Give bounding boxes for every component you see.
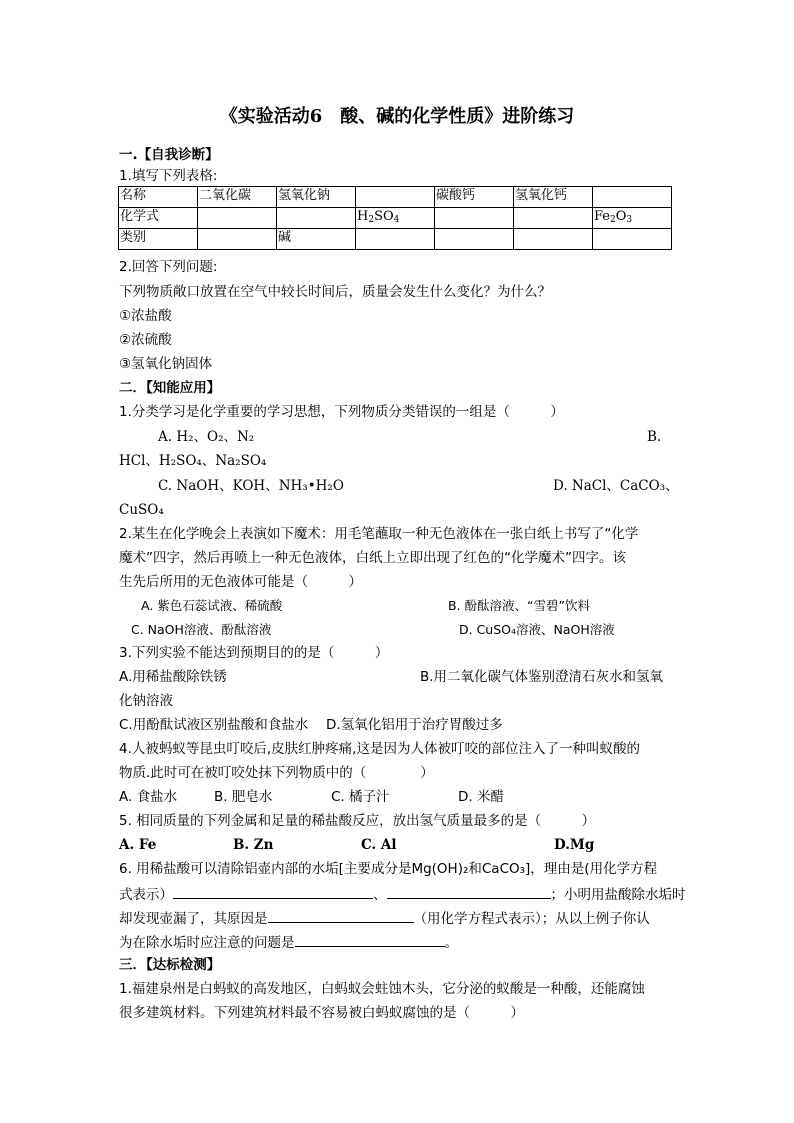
table-row-name bbox=[119, 187, 672, 208]
question-2-6-line1: 6. 用稀盐酸可以清除铝壶内部的水垢[主要成分是Mg(OH)₂和CaCO₃]，理由是(用化学方程 bbox=[119, 861, 658, 877]
question-2-2-line3: 生先后所用的无色液体可能是（ ） bbox=[119, 574, 362, 590]
option-b-cont: HCl、H₂SO₄、Na₂SO₄ bbox=[119, 453, 267, 469]
option-b[interactable]: B.用二氧化碳气体鉴别澄清石灰水和氢氧 bbox=[420, 669, 664, 685]
table-cell-blank[interactable] bbox=[277, 208, 356, 229]
question-1-1: 1.填写下列表格: bbox=[119, 168, 218, 184]
table-cell-blank[interactable] bbox=[356, 229, 435, 250]
options-c-d[interactable]: C.用酚酞试液区别盐酸和食盐水 D.氢氧化铝用于治疗胃酸过多 bbox=[119, 717, 503, 733]
option-c[interactable]: C. Al bbox=[361, 837, 397, 853]
list-item: ②浓硫酸 bbox=[119, 332, 172, 348]
table-cell: 氢氧化钙 bbox=[514, 187, 593, 208]
option-d[interactable]: D. 米醋 bbox=[458, 789, 504, 805]
question-2-4-line1: 4.人被蚂蚁等昆虫叮咬后,皮肤红肿疼痛,这是因为人体被叮咬的部位注入了一种叫蚁酸的 bbox=[119, 741, 640, 757]
table-cell-blank[interactable] bbox=[514, 229, 593, 250]
option-c[interactable]: C. NaOH、KOH、NH₃•H₂O bbox=[158, 478, 344, 494]
question-2-2-line2: 魔术”四字，然后再喷上一种无色液体，白纸上立即出现了红色的“化学魔术”四字。该 bbox=[119, 550, 626, 566]
table-cell-blank[interactable] bbox=[198, 229, 277, 250]
table-cell: 碱 bbox=[277, 229, 356, 250]
question-2-2-line1: 2.某生在化学晚会上表演如下魔术：用毛笔蘸取一种无色液体在一张白纸上书写了“化学 bbox=[119, 526, 639, 542]
table-cell-blank[interactable] bbox=[198, 208, 277, 229]
option-b[interactable]: B. bbox=[647, 429, 662, 445]
table-row-category bbox=[119, 229, 672, 250]
option-a[interactable]: A. 紫色石蕊试液、稀硫酸 bbox=[141, 598, 283, 613]
option-d[interactable]: D. NaCl、CaCO₃、 bbox=[553, 478, 679, 494]
section-heading-2: 二．【知能应用】 bbox=[119, 380, 221, 396]
answer-blank[interactable] bbox=[268, 908, 414, 923]
table-cell-blank[interactable] bbox=[593, 229, 672, 250]
option-a[interactable]: A.用稀盐酸除铁锈 bbox=[119, 669, 227, 685]
table-cell: 类别 bbox=[119, 229, 198, 250]
table-cell bbox=[356, 187, 435, 208]
question-2-6-line2: 式表示） 、 ；小明用盐酸除水垢时 bbox=[119, 884, 686, 904]
question-3-1-line1: 1.福建泉州是白蚂蚁的高发地区，白蚂蚁会蛀蚀木头，它分泌的蚁酸是一种酸，还能腐蚀 bbox=[119, 981, 645, 997]
option-a[interactable]: A. 食盐水 bbox=[119, 789, 178, 805]
page-title: 《实验活动6 酸、碱的化学性质》进阶练习 bbox=[219, 106, 575, 127]
option-b[interactable]: B. Zn bbox=[233, 837, 274, 853]
table-cell-formula-h2so4: $H_2SO_4$ bbox=[356, 208, 435, 229]
table-cell-blank[interactable] bbox=[435, 208, 514, 229]
option-d[interactable]: D.Mg bbox=[554, 837, 595, 853]
option-b[interactable]: B. 酚酞溶液、“雪碧”饮料 bbox=[448, 598, 590, 613]
table-cell: 化学式 bbox=[119, 208, 198, 229]
option-a[interactable]: A. Fe bbox=[119, 837, 157, 853]
option-d[interactable]: D. CuSO₄溶液、NaOH溶液 bbox=[459, 622, 615, 637]
answer-blank[interactable] bbox=[387, 884, 551, 899]
question-3-1-line2: 很多建筑材料。下列建筑材料最不容易被白蚂蚁腐蚀的是（ ） bbox=[119, 1005, 524, 1021]
option-d-cont: CuSO₄ bbox=[119, 502, 164, 518]
question-2-1: 1.分类学习是化学重要的学习思想，下列物质分类错误的一组是（ ） bbox=[119, 404, 564, 420]
answer-blank[interactable] bbox=[295, 932, 445, 947]
table-row-formula bbox=[119, 208, 672, 229]
table-cell-blank[interactable] bbox=[514, 208, 593, 229]
question-2-5: 5. 相同质量的下列金属和足量的稀盐酸反应，放出氢气质量最多的是（ ） bbox=[119, 813, 596, 829]
list-item: ①浓盐酸 bbox=[119, 308, 172, 324]
question-2-4-line2: 物质.此时可在被叮咬处抹下列物质中的（ ） bbox=[119, 765, 434, 781]
table-cell: 名称 bbox=[119, 187, 198, 208]
table-cell-blank[interactable] bbox=[435, 229, 514, 250]
option-c[interactable]: C. 橘子汁 bbox=[331, 789, 390, 805]
option-a[interactable]: A. H₂、O₂、N₂ bbox=[158, 429, 255, 445]
table-cell: 二氧化碳 bbox=[198, 187, 277, 208]
option-b[interactable]: B. 肥皂水 bbox=[214, 789, 273, 805]
list-item: ③氢氧化钠固体 bbox=[119, 356, 213, 372]
question-1-2-text: 下列物质敞口放置在空气中较长时间后，质量会发生什么变化？为什么？ bbox=[119, 284, 551, 300]
table-cell: 碳酸钙 bbox=[435, 187, 514, 208]
option-b-cont: 化钠溶液 bbox=[119, 693, 173, 709]
table-cell bbox=[593, 187, 672, 208]
fill-in-table bbox=[118, 186, 672, 250]
section-heading-1: 一.【自我诊断】 bbox=[119, 147, 219, 163]
table-cell: 氢氧化钠 bbox=[277, 187, 356, 208]
table-cell-formula-fe2o3: $Fe_2O_3$ bbox=[593, 208, 672, 229]
option-c[interactable]: C. NaOH溶液、酚酞溶液 bbox=[131, 622, 272, 637]
question-2-3: 3.下列实验不能达到预期目的的是（ ） bbox=[119, 645, 389, 661]
section-heading-3: 三．【达标检测】 bbox=[119, 957, 221, 973]
question-2-6-line3: 却发现壶漏了，其原因是 （用化学方程式表示）；从以上例子你认 bbox=[119, 908, 650, 928]
answer-blank[interactable] bbox=[173, 884, 373, 899]
question-1-2: 2.回答下列问题: bbox=[119, 259, 218, 275]
question-2-6-line4: 为在除水垢时应注意的问题是 。 bbox=[119, 932, 458, 952]
